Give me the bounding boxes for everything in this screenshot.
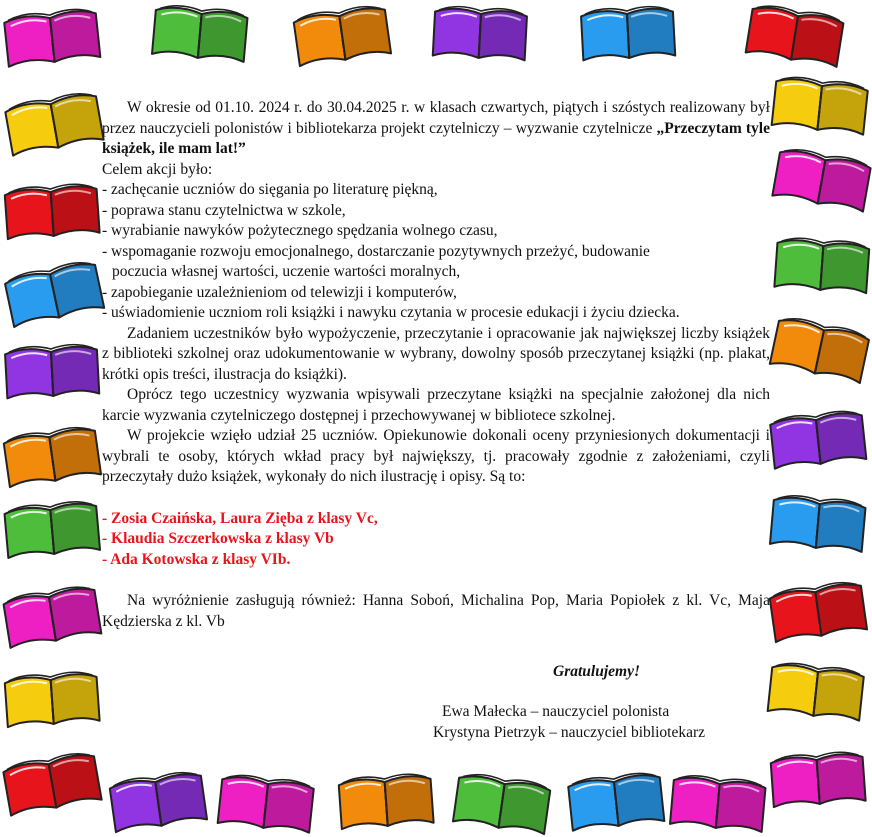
goal-item: - uświadomienie uczniom roli książki i nawyku czytania w procesie edukacji i życiu dziecka.: [102, 304, 680, 321]
open-book-icon: [0, 665, 104, 734]
document-body: [102, 98, 770, 632]
record-paragraph: Oprócz tego uczestnicy wyzwania wpisywali przeczytane książki na specjalnie założonej dla nich karcie wyzwania czytelniczego dostępnej i przechowywanej w bibliotece szkolnej.: [102, 386, 770, 424]
open-book-icon: [0, 744, 107, 822]
goal-item: - wspomaganie rozwoju emocjonalnego, dostarczanie pozytywnych przeżyć, budowanie: [102, 242, 650, 260]
open-book-icon: [763, 655, 869, 727]
open-book-icon: [767, 69, 872, 141]
open-book-icon: [213, 767, 319, 837]
intro-text: W okresie od 01.10. 2024 r. do 30.04.2025 r. w klasach czwartych, piątych i szóstych realizowany był przez nauczycieli polonistów i bibliotekarza projekt czytelniczy – wyzwanie czytelnicze: [102, 99, 770, 137]
open-book-icon: [765, 308, 872, 389]
goal-item: - poprawa stanu czytelnictwa w szkole,: [102, 201, 346, 219]
honorable-mention: Na wyróżnienie zasługują również: Hanna Soboń, Michalina Pop, Maria Popiołek z kl. Vc, Maja Kędzierska z kl. Vb: [102, 592, 770, 630]
goal-item: - zachęcanie uczniów do sięgania po literaturę piękną,: [102, 181, 438, 198]
open-book-icon: [0, 1, 105, 73]
open-book-icon: [767, 140, 872, 218]
open-book-icon: [288, 0, 396, 73]
open-book-icon: [0, 177, 104, 246]
open-book-icon: [0, 578, 106, 655]
winner-item: - Ada Kotowska z klasy VIb.: [102, 550, 291, 568]
open-book-icon: [764, 573, 872, 648]
task-paragraph: Zadaniem uczestników było wypożyczenie, przeczytanie i opracowanie jak największej liczby książek z biblioteki szkolnej oraz udokumentowanie w wybrany, dowolny sposób przeczytanej książki (np. plakat, krótki opis treści, ilustracja do książki).: [102, 324, 770, 383]
open-book-icon: [770, 231, 872, 300]
open-book-icon: [576, 0, 679, 67]
congratulations-text: Gratulujemy!: [553, 663, 640, 680]
open-book-icon: [0, 418, 106, 493]
goals-heading: Celem akcji było:: [102, 160, 213, 178]
winner-item: - Zosia Czaińska, Laura Zięba z klasy Vc,: [102, 509, 378, 527]
open-book-icon: [741, 0, 849, 73]
open-book-icon: [104, 763, 212, 837]
open-book-icon: [0, 252, 109, 333]
participants-paragraph: W projekcie wzięło udział 25 uczniów. Opiekunowie dokonali oceny przyniesionych dokumentacji i wybrali te osoby, których wkład pracy był największy, tj. pracowały zgodnie z założeniami, czyli przeczytały dużo książek, wykonały do nich ilustrację i opisy. Są to:: [102, 427, 770, 485]
challenge-title: „Przeczytam tyle książek, ile mam lat!”: [102, 119, 770, 157]
open-book-icon: [448, 765, 556, 837]
intro-paragraph: [102, 98, 770, 160]
open-book-icon: [766, 745, 870, 814]
goal-item: - zapobieganie uzależnieniom od telewizji i komputerów,: [102, 283, 457, 301]
open-book-icon: [428, 0, 531, 67]
open-book-icon: [0, 494, 105, 564]
open-book-icon: [334, 767, 438, 836]
signature-polonist: Ewa Małecka – nauczyciel polonista: [442, 703, 670, 720]
open-book-icon: [765, 403, 871, 475]
open-book-icon: [563, 765, 669, 837]
goal-item: - wyrabianie nawyków pożytecznego spędzania wolnego czasu,: [102, 222, 498, 239]
open-book-icon: [0, 84, 109, 162]
open-book-icon: [0, 337, 103, 404]
open-book-icon: [765, 488, 870, 558]
goal-item-continuation: poczucia własnej wartości, uczenie wartości moralnych,: [112, 263, 461, 280]
winner-item: - Klaudia Szczerkowska z klasy Vb: [102, 530, 334, 547]
open-book-icon: [147, 0, 252, 68]
signature-librarian: Krystyna Pietrzyk – nauczyciel bibliotekarz: [433, 724, 706, 741]
open-book-icon: [665, 768, 770, 837]
